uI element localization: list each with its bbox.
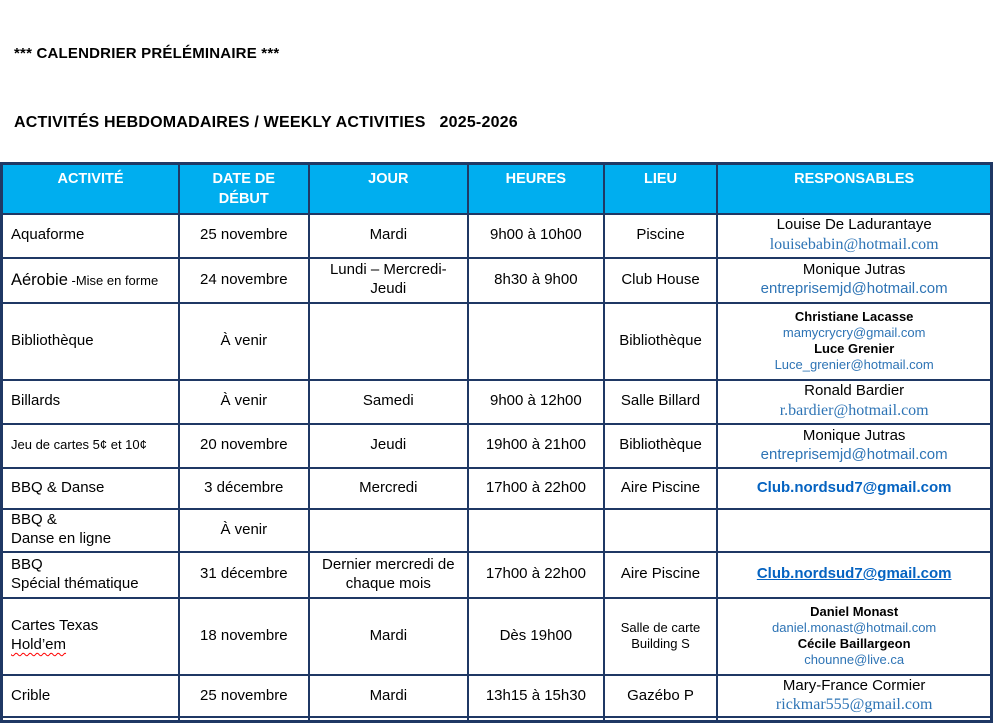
partial-cell [717, 717, 991, 722]
responsable-name: Mary-France Cormier [782, 676, 926, 694]
cell-heures: 19h00 à 21h00 [468, 424, 604, 468]
cell-activity [2, 598, 180, 675]
cell-heures: 8h30 à 9h00 [468, 258, 604, 303]
cell-date-debut: 25 novembre [179, 214, 309, 258]
activity-line [11, 479, 175, 498]
activity-line [11, 530, 175, 549]
cell-lieu: Aire Piscine [604, 468, 718, 509]
cell-heures [468, 509, 604, 552]
partial-cell [2, 717, 180, 722]
cell-activity [2, 303, 180, 380]
activity-text: BBQ & [11, 511, 57, 529]
activity-line [11, 436, 175, 455]
cell-activity [2, 258, 180, 303]
cell-date-debut: 24 novembre [179, 258, 309, 303]
cell-responsables [717, 380, 991, 424]
cell-lieu: Salle de carte Building S [604, 598, 718, 675]
activity-line [11, 575, 175, 594]
activity-text: BBQ [11, 555, 43, 573]
cell-lieu: Piscine [604, 214, 718, 258]
activities-table [0, 162, 993, 723]
email-link[interactable]: rickmar555@gmail.com [775, 696, 933, 714]
column-header-heures: HEURES [468, 164, 604, 214]
cell-activity [2, 424, 180, 468]
cell-jour: Jeudi [309, 424, 468, 468]
email-link[interactable]: louisebabin@hotmail.com [769, 235, 939, 253]
activity-text: Cartes Texas [11, 617, 99, 635]
partial-cell [604, 717, 718, 722]
cell-responsables [717, 424, 991, 468]
table-row [2, 380, 992, 424]
cell-date-debut: 3 décembre [179, 468, 309, 509]
table-row [2, 258, 992, 303]
cell-heures: 17h00 à 22h00 [468, 468, 604, 509]
cell-jour: Mardi [309, 598, 468, 675]
cell-date-debut: 20 novembre [179, 424, 309, 468]
email-link[interactable]: chounne@live.ca [804, 652, 905, 668]
column-header-responsables: RESPONSABLES [717, 164, 991, 214]
activity-line [11, 511, 175, 530]
cell-jour: Mardi [309, 214, 468, 258]
cell-date-debut: À venir [179, 509, 309, 552]
email-link[interactable]: entreprisemjd@hotmail.com [760, 280, 948, 297]
cell-lieu: Salle Billard [604, 380, 718, 424]
activity-text: BBQ & Danse [11, 478, 105, 496]
cell-lieu: Aire Piscine [604, 552, 718, 598]
column-header-lieu: LIEU [604, 164, 718, 214]
cell-jour: Mardi [309, 675, 468, 718]
cell-heures: 9h00 à 10h00 [468, 214, 604, 258]
table-row [2, 468, 992, 509]
activity-line [11, 617, 175, 636]
cell-responsables [717, 303, 991, 380]
document-subtitle: ACTIVITÉS HEBDOMADAIRES / WEEKLY ACTIVITIES 2025-2026 [14, 114, 518, 131]
email-link[interactable]: daniel.monast@hotmail.com [772, 619, 937, 635]
cell-responsables [717, 258, 991, 303]
cell-date-debut: 18 novembre [179, 598, 309, 675]
table-row [2, 675, 992, 718]
responsable-name: Daniel Monast [810, 603, 899, 619]
cell-activity [2, 380, 180, 424]
cell-activity [2, 214, 180, 258]
responsable-name: Christiane Lacasse [794, 308, 914, 324]
column-header-jour: JOUR [309, 164, 468, 214]
cell-responsables [717, 214, 991, 258]
activity-text: Jeu de cartes 5¢ et 10¢ [11, 437, 147, 453]
misspelled-word: Hold’em [11, 636, 67, 653]
table-row [2, 509, 992, 552]
activity-line [11, 636, 175, 655]
partial-cell [179, 717, 309, 722]
cell-responsables [717, 552, 991, 598]
cell-date-debut: 25 novembre [179, 675, 309, 718]
cell-activity [2, 468, 180, 509]
activity-text: Aquaforme [11, 226, 85, 244]
cell-jour: Dernier mercredi de chaque mois [309, 552, 468, 598]
activity-line [11, 226, 175, 245]
table-row [2, 214, 992, 258]
activity-line [11, 687, 175, 706]
column-header-date-debut: DATE DE DÉBUT [179, 164, 309, 214]
email-link[interactable]: Club.nordsud7@gmail.com [756, 478, 952, 496]
activity-text: Bibliothèque [11, 331, 94, 349]
cell-jour: Mercredi [309, 468, 468, 509]
responsable-name: Monique Jutras [802, 261, 906, 279]
cell-heures: 13h15 à 15h30 [468, 675, 604, 718]
cell-jour [309, 303, 468, 380]
activity-text: Billards [11, 392, 61, 410]
cell-lieu: Bibliothèque [604, 424, 718, 468]
cell-lieu: Bibliothèque [604, 303, 718, 380]
activity-text: Danse en ligne [11, 530, 112, 547]
responsable-name: Monique Jutras [802, 426, 906, 444]
cell-lieu: Gazébo P [604, 675, 718, 718]
cell-lieu [604, 509, 718, 552]
document-title: *** CALENDRIER PRÉLÉMINAIRE *** [14, 45, 280, 62]
cell-heures [468, 303, 604, 380]
cell-responsables [717, 598, 991, 675]
activity-text: -Mise en forme [67, 272, 159, 288]
partial-row [2, 717, 992, 722]
document-header [0, 0, 993, 150]
activity-text: Spécial thématique [11, 574, 139, 592]
cell-responsables [717, 509, 991, 552]
column-header-activite: ACTIVITÉ [2, 164, 180, 214]
table-row [2, 424, 992, 468]
email-link[interactable]: entreprisemjd@hotmail.com [760, 445, 948, 463]
activity-line [11, 556, 175, 575]
responsable-name: Cécile Baillargeon [797, 636, 911, 651]
table-row [2, 598, 992, 675]
cell-activity [2, 552, 180, 598]
cell-date-debut: 31 décembre [179, 552, 309, 598]
activity-text: Crible [11, 686, 51, 704]
table-row [2, 303, 992, 380]
table-header-row [2, 164, 992, 214]
cell-jour: Lundi – Mercredi- Jeudi [309, 258, 468, 303]
responsable-name: Louise De Ladurantaye [776, 216, 932, 234]
cell-date-debut: À venir [179, 380, 309, 424]
email-link[interactable]: Club.nordsud7@gmail.com [756, 565, 952, 583]
email-link[interactable]: mamycrycry@gmail.com [782, 324, 926, 340]
responsable-name: Ronald Bardier [804, 382, 905, 400]
activity-line [11, 392, 175, 411]
table-body [2, 214, 992, 722]
cell-responsables [717, 675, 991, 718]
cell-heures: 17h00 à 22h00 [468, 552, 604, 598]
activity-line [11, 270, 175, 291]
table-row [2, 552, 992, 598]
cell-activity [2, 509, 180, 552]
email-link[interactable]: Luce_grenier@hotmail.com [774, 357, 934, 373]
partial-cell [309, 717, 468, 722]
cell-activity [2, 675, 180, 718]
cell-heures: Dès 19h00 [468, 598, 604, 675]
cell-date-debut: À venir [179, 303, 309, 380]
activity-line [11, 332, 175, 351]
responsable-name: Luce Grenier [814, 341, 895, 356]
cell-responsables [717, 468, 991, 509]
cell-jour [309, 509, 468, 552]
cell-lieu: Club House [604, 258, 718, 303]
cell-jour: Samedi [309, 380, 468, 424]
email-link[interactable]: r.bardier@hotmail.com [779, 401, 929, 419]
cell-heures: 9h00 à 12h00 [468, 380, 604, 424]
partial-cell [468, 717, 604, 722]
activity-text: Aérobie [11, 270, 68, 289]
